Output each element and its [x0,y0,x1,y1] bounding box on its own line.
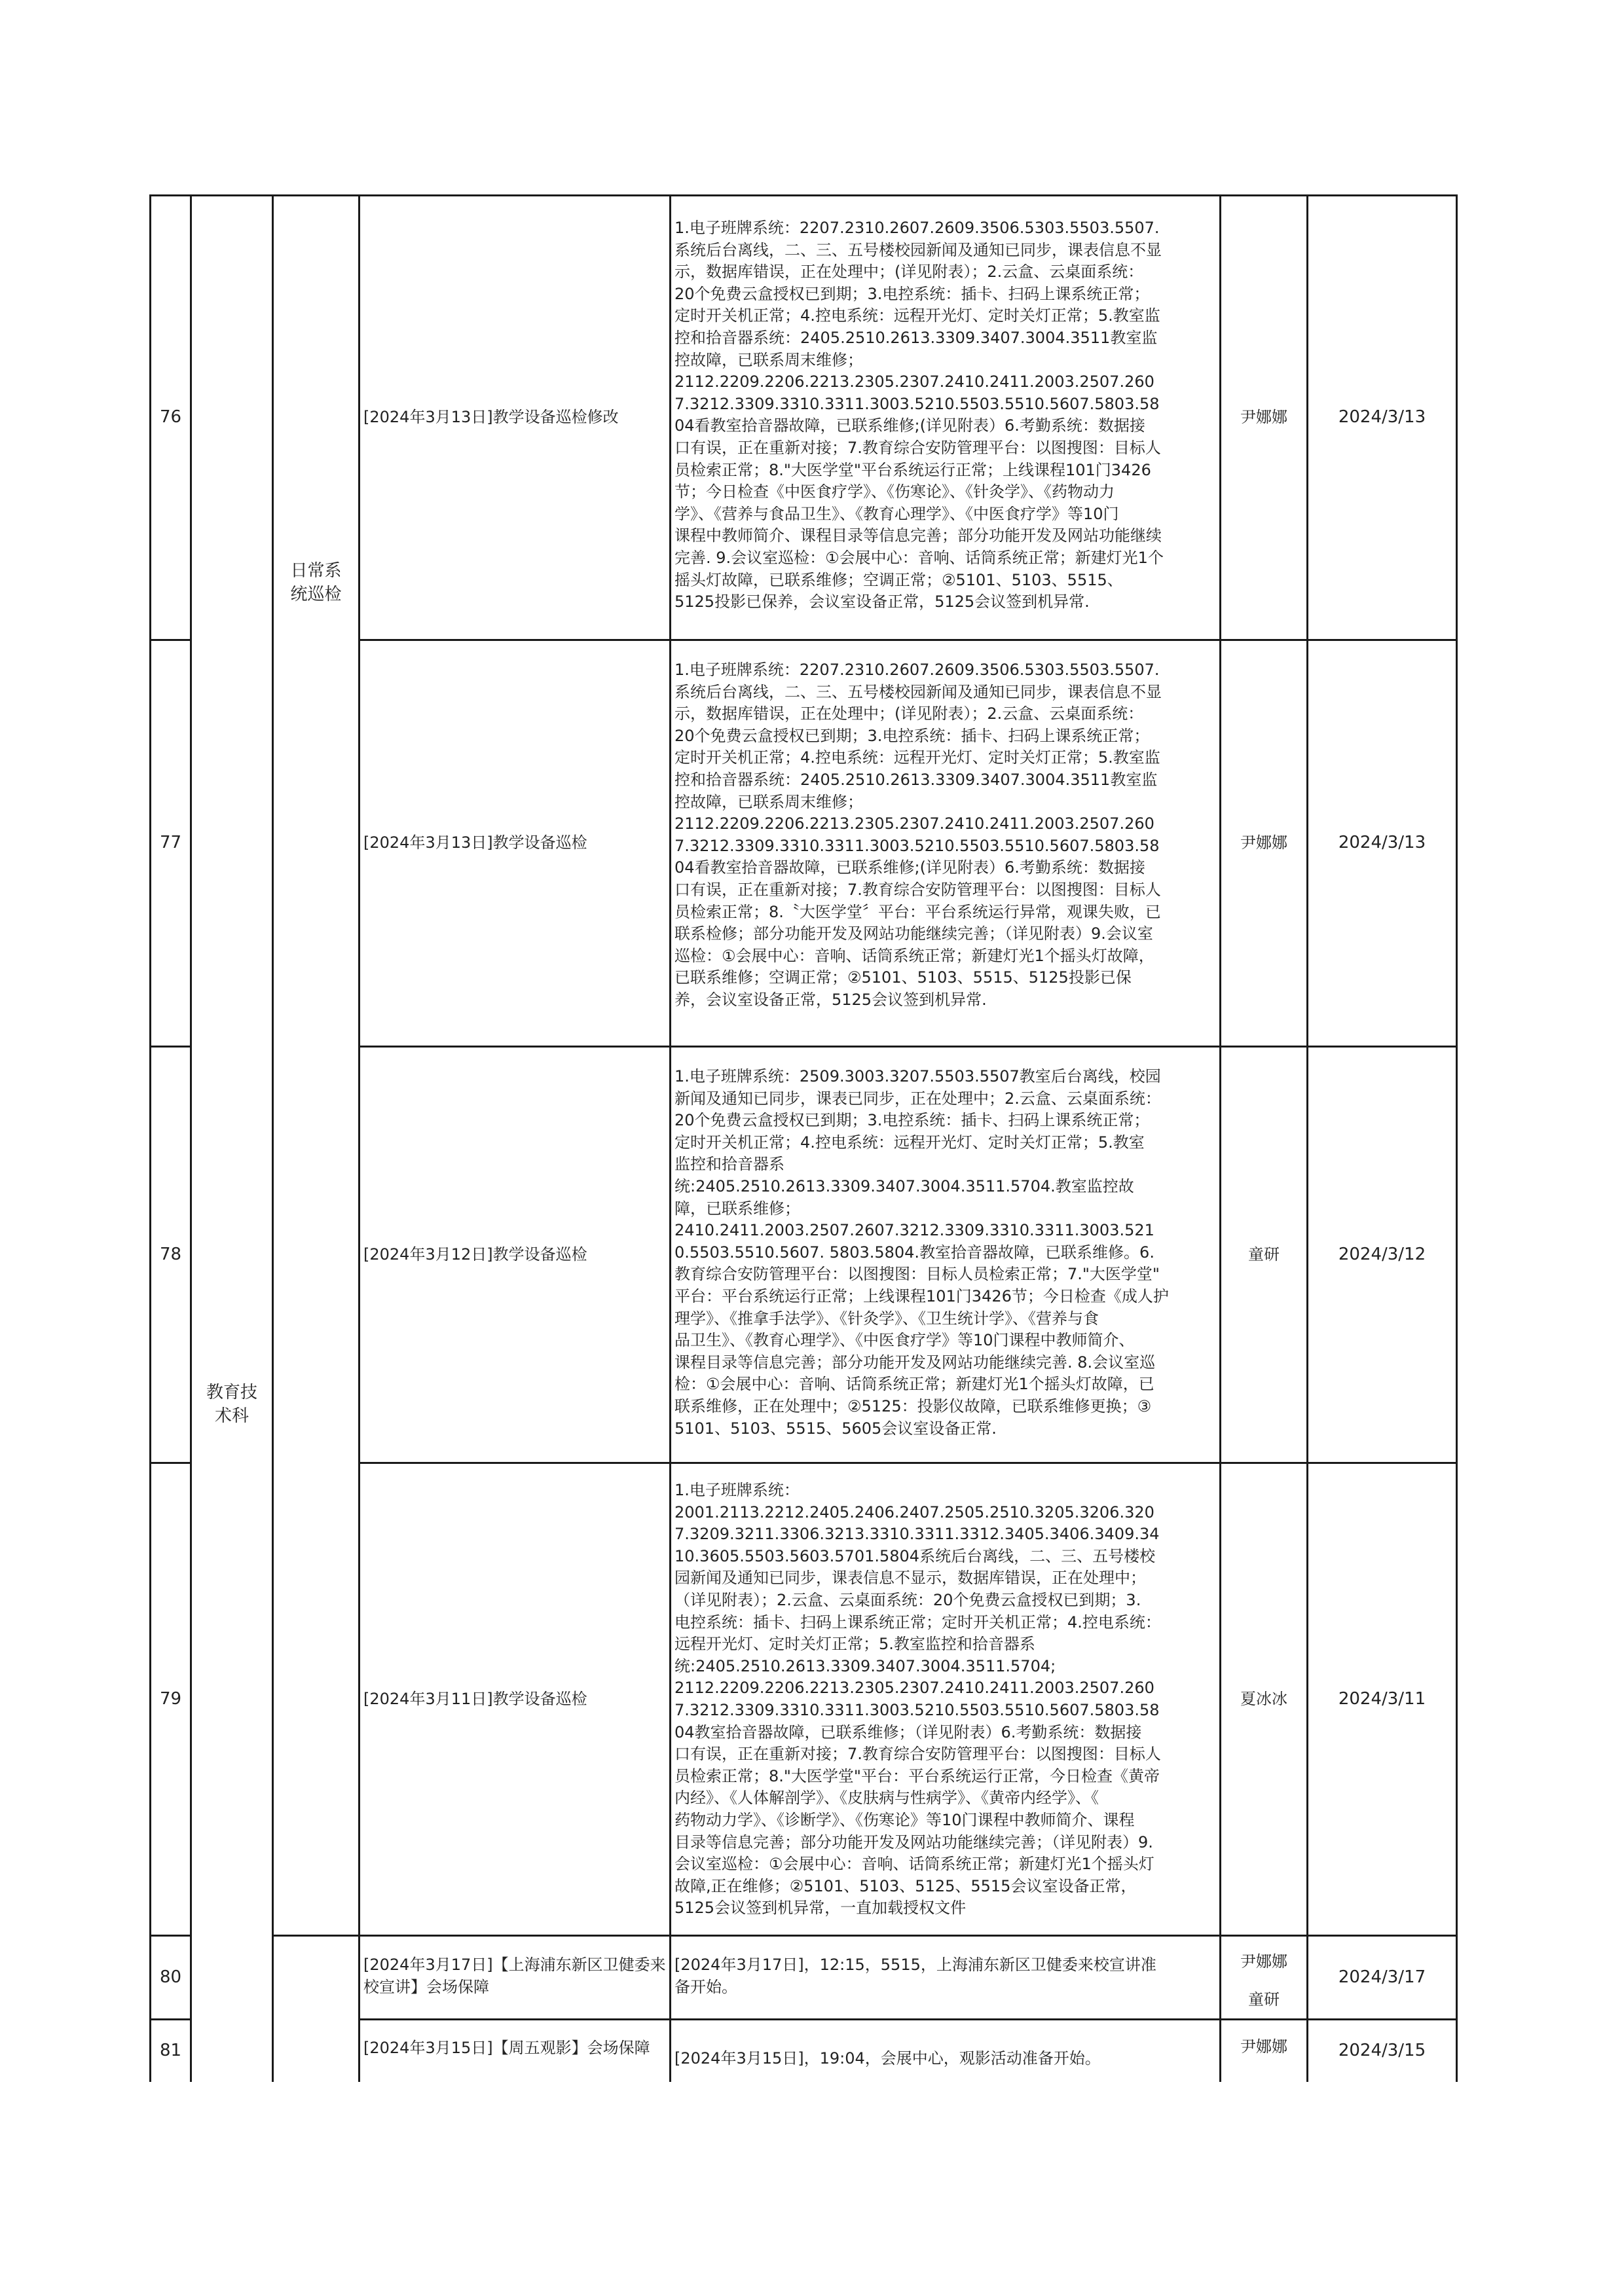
row-detail: 1.电子班牌系统：2509.3003.3207.5503.5507教室后台离线，校园 新闻及通知已同步，课表已同步，正在处理中；2.云盒、云桌面系统： 20个免费云盒授权已到期；3.电控系统：插卡、扫码上课系统正常； 定时开关机正常；4.控电系统：远程开光灯、定时关灯正常；5.教室 监控和拾音器系 统:2405.2510.2613.3309.3407.3004.3511.5704.教室监控故 障，已联系维修； 2410.2411.2003.2507.2607.3212.3309.3310.3311.3003.521 0.5503.5510.5607. 5803.5804.教室拾音器故障，已联系维修。6. 教育综合安防管理平台：以图搜图：目标人员检索正常；7."大医学堂" 平台：平台系统运行正常；上线课程101门3426节；今日检查《成人护 理学》、《推拿手法学》、《针灸学》、《卫生统计学》、《营养与食 品卫生》、《教育心理学》、《中医食疗学》等10门课程中教师简介、 课程目录等信息完善；部分功能开发及网站功能继续完善. 8.会议室巡 检：①会展中心：音响、话筒系统正常；新建灯光1个摇头灯故障，已 联系维修，正在处理中；②5125：投影仪故障，已联系维修更换；③ 5101、5103、5515、5605会议室设备正常. [674,1067,1169,1438]
grid-line [272,194,274,2082]
row-title: [2024年3月13日]教学设备巡检修改 [363,408,619,427]
department-label: 教育技术科 [206,1383,257,1426]
grid-line [358,194,360,2082]
row-date: 2024/3/12 [1338,1244,1426,1264]
row-person: 尹娜娜 [1240,408,1287,427]
row-title: [2024年3月17日]【上海浦东新区卫健委来校宣讲】会场保障 [363,1956,666,1996]
row-person: 夏冰冰 [1240,1689,1287,1708]
grid-line [272,1935,1458,1937]
grid-line [1456,194,1458,2082]
row-number: 81 [159,2041,182,2061]
row-title: [2024年3月12日]教学设备巡检 [363,1245,587,1264]
grid-line [190,194,192,2082]
row-person: 尹娜娜 [1240,833,1287,852]
row-title: [2024年3月11日]教学设备巡检 [363,1689,587,1708]
row-title: [2024年3月15日]【周五观影】会场保障 [363,2039,650,2057]
department-cell [192,1349,272,1460]
row-person: 尹娜娜 童研 [1240,1952,1287,2009]
grid-line [358,2018,1458,2020]
row-number: 80 [159,1967,182,1987]
row-date: 2024/3/13 [1338,407,1426,428]
row-date: 2024/3/13 [1338,833,1426,853]
row-date: 2024/3/17 [1338,1967,1426,1987]
row-number: 78 [159,1244,182,1264]
row-person: 尹娜娜 [1240,2037,1287,2056]
category-cell [274,543,358,622]
row-number: 76 [159,407,182,428]
row-person: 童研 [1248,1245,1280,1264]
grid-line [669,194,671,2082]
row-detail: [2024年3月17日]，12:15，5515，上海浦东新区卫健委来校宣讲准 备开始。 [674,1956,1156,1996]
row-number: 79 [159,1688,182,1709]
row-number: 77 [159,833,182,853]
row-date: 2024/3/15 [1338,2041,1426,2061]
row-date: 2024/3/11 [1338,1688,1426,1709]
row-detail: 1.电子班牌系统： 2001.2113.2212.2405.2406.2407.2505.2510.3205.3206.320 7.3209.3211.3306.3213.3310.3311.3312.3405.3406.3409.34 10.3605.5503.5603.5701.5804系统后台离线，二、三、五号楼校 园新闻及通知已同步，课表信息不显示，数据库错误，正在处理中； （详见附表）；2.云盒、云桌面系统：20个免费云盒授权已到期；3. 电控系统：插卡、扫码上课系统正常；定时开关机正常；4.控电系统： 远程开光灯、定时关灯正常；5.教室监控和拾音器系 统:2405.2510.2613.3309.3407.3004.3511.5704; 2112.2209.2206.2213.2305.2307.2410.2411.2003.2507.260 7.3212.3309.3310.3311.3003.5210.5503.5510.5607.5803.58 04教室拾音器故障，已联系维修；（详见附表）6.考勤系统：数据接 口有误，正在重新对接；7.教育综合安防管理平台：以图搜图：目标人 员检索正常；8."大医学堂"平台：平台系统运行正常，今日检查《黄帝 内经》、《人体解剖学》、《皮肤病与性病学》、《黄帝内经学》、《 药物动力学》、《诊断学》、《伤寒论》等10门课程中教师简介、课程 目录等信息完善；部分功能开发及网站功能继续完善；（详见附表）9. 会议室巡检：①会展中心：音响、话筒系统正常；新建灯光1个摇头灯 故障,正在维修；②5101、5103、5125、5515会议室设备正常， 5125会议签到机异常，一直加载授权文件 [674,1481,1161,1918]
row-detail: 1.电子班牌系统：2207.2310.2607.2609.3506.5303.5503.5507. 系统后台离线，二、三、五号楼校园新闻及通知已同步，课表信息不显 示，数据库错误，正在处理中；(详见附表）；2.云盒、云桌面系统： 20个免费云盒授权已到期；3.电控系统：插卡、扫码上课系统正常； 定时开关机正常；4.控电系统：远程开光灯、定时关灯正常；5.教室监 控和拾音器系统：2405.2510.2613.3309.3407.3004.3511教室监 控故障，已联系周末维修； 2112.2209.2206.2213.2305.2307.2410.2411.2003.2507.260 7.3212.3309.3310.3311.3003.5210.5503.5510.5607.5803.58 04看教室拾音器故障，已联系维修;(详见附表）6.考勤系统：数据接 口有误，正在重新对接；7.教育综合安防管理平台：以图搜图：目标人 员检索正常；8.〝大医学堂〞平台：平台系统运行异常，观课失败，已 联系检修；部分功能开发及网站功能继续完善；（详见附表）9.会议室 巡检：①会展中心：音响、话筒系统正常；新建灯光1个摇头灯故障， 已联系维修；空调正常；②5101、5103、5515、5125投影已保 养，会议室设备正常，5125会议签到机异常. [674,661,1162,1009]
row-title: [2024年3月13日]教学设备巡检 [363,833,587,852]
category-label: 日常系统巡检 [290,561,342,604]
row-detail: [2024年3月15日]，19:04，会展中心，观影活动准备开始。 [674,2049,1101,2068]
row-detail: 1.电子班牌系统：2207.2310.2607.2609.3506.5303.5503.5507. 系统后台离线，二、三、五号楼校园新闻及通知已同步，课表信息不显 示，数据库错误，正在处理中；(详见附表）；2.云盒、云桌面系统： 20个免费云盒授权已到期；3.电控系统：插卡、扫码上课系统正常； 定时开关机正常；4.控电系统：远程开光灯、定时关灯正常；5.教室监 控和拾音器系统：2405.2510.2613.3309.3407.3004.3511教室监 控故障，已联系周末维修； 2112.2209.2206.2213.2305.2307.2410.2411.2003.2507.260 7.3212.3309.3310.3311.3003.5210.5503.5510.5607.5803.58 04看教室拾音器故障，已联系维修;(详见附表）6.考勤系统：数据接 口有误，正在重新对接；7.教育综合安防管理平台：以图搜图：目标人 员检索正常；8."大医学堂"平台系统运行正常；上线课程101门3426 节；今日检查《中医食疗学》、《伤寒论》、《针灸学》、《药物动力 学》、《营养与食品卫生》、《教育心理学》、《中医食疗学》等10门 课程中教师简介、课程目录等信息完善；部分功能开发及网站功能继续 完善. 9.会议室巡检：①会展中心：音响、话筒系统正常；新建灯光1个 摇头灯故障，已联系维修；空调正常；②5101、5103、5515、 5125投影已保养，会议室设备正常，5125会议签到机异常. [674,219,1164,611]
